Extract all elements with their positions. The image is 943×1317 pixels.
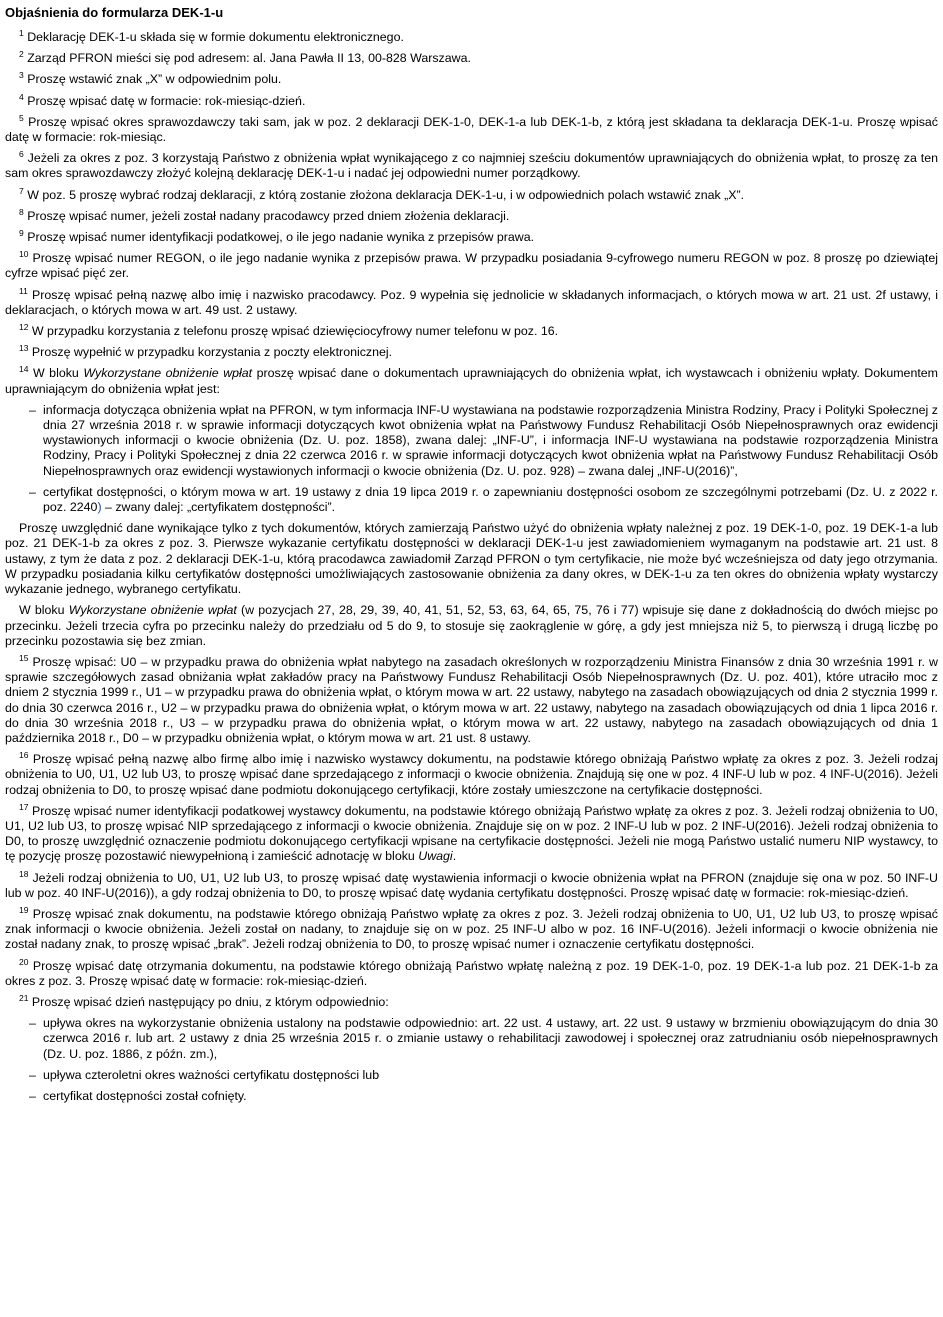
footnote-6 [5,151,938,181]
footnote-number: 12 [19,322,29,333]
footnote-17 [5,801,939,865]
footnote-text-pre: W bloku [32,366,84,381]
footnote-number: 6 [19,149,24,160]
footnote-number: 8 [19,206,24,217]
footnote-9 [5,230,938,245]
footnote-5 [5,112,938,145]
footnote-10 [5,251,938,281]
footnote-number: 17 [19,801,29,812]
footnote-number: 7 [19,185,24,196]
footnote-number: 13 [19,343,29,354]
footnote-number: 15 [19,652,29,663]
footnote-text: Jeżeli za okres z poz. 3 korzystają Państwo z obniżenia wpłat wynikającego z co najmniej sześciu dokumentów uprawniających do obniżenia wpłat, to proszę za ten sam okres sprawozdawczy złożyć kolejną deklarację DEK-1-u i nadać jej odpowiedni numer porządkowy. [5,151,938,181]
footnote-number: 21 [19,992,29,1003]
document-title: Objaśnienia do formularza DEK-1-u [5,5,224,20]
footnote-11 [5,285,938,318]
footnote-text: Proszę wypełnić w przypadku korzystania z poczty elektronicznej. [31,345,393,360]
footnote-text: W poz. 5 proszę wybrać rodzaj deklaracji, z którą zostanie złożona deklaracja DEK-1-u, i w odpowiednich polach wstawić znak „X”. [27,187,745,202]
footnote-16 [5,752,938,798]
list-item: – certyfikat dostępności został cofnięty. [5,1089,938,1104]
footnote-text: Proszę wstawić znak „X” w odpowiednim polu. [27,72,282,87]
footnote-1 [5,30,938,45]
list-item: – informacja dotycząca obniżenia wpłat na PFRON, w tym informacja INF-U wystawiana na podstawie rozporządzenia Ministra Rodziny, Pracy i Polityki Społecznej z dnia 27 września 2018 r. w sprawie informacji dotyczących kwot obniżenia wpłat na Państwowy Fundusz Rehabilitacji Osób Niepełnosprawnych oraz ewidencji wystawionych informacji o kwocie obniżenia (Dz. U. poz. 1858), zwana dalej: „INF-U”, i informacja INF-U wystawiana na podstawie rozporządzenia Ministra Rodziny, Pracy i Polityki Społecznej z dnia 22 czerwca 2016 r. w sprawie informacji dotyczących kwot obniżenia wpłat na Państwowy Fundusz Rehabilitacji Osób Niepełnosprawnych oraz ewidencji wystawionych informacji o kwocie obniżenia (Dz. U. poz. 928) – zwana dalej „INF-U(2016)”, [5,403,938,479]
footnote-12 [5,324,938,339]
block-name-emphasis: Uwagi [418,849,453,864]
footnote-20 [5,956,938,989]
footnote-number: 4 [19,91,24,102]
document-types-list [5,403,938,515]
footnote-7 [5,185,938,203]
footnote-text-post: proszę wpisać dane o dokumentach uprawniających do obniżenia wpłat, ich wystawcach i obniżeniu wpłaty. Dokumentem uprawniającym do obniżenia wpłat jest: [5,366,938,396]
footnote-8 [5,206,938,224]
footnote-number: 10 [19,249,29,260]
footnote-text: Proszę wpisać znak dokumentu, na podstawie którego obniżają Państwo wpłatę za okres z poz. 3. Jeżeli rodzaj obniżenia to U0, U1, U2 lub U3, to proszę wpisać znak informacji o kwocie obniżenia. Jeżeli został on nadany, to znajduje się on w poz. 25 INF-U albo w poz. 16 INF-U(2016). Jeżeli informacji o kwocie obniżenia nie został nadany znak, to proszę wpisać „brak”. Jeżeli rodzaj obniżenia to D0, to proszę wpisać numer i oznaczenie certyfikatu dostępności. [5,906,938,952]
footnote-text-end: . [452,849,457,864]
footnote-text: Proszę wpisać numer identyfikacji podatkowej, o ile jego nadanie wynika z przepisów prawa. [27,230,535,245]
footnote-2 [5,51,938,66]
footnote-21 [5,992,938,1010]
footnote-number: 5 [19,112,24,123]
footnote-text: Zarząd PFRON mieści się pod adresem: al. Jana Pawła II 13, 00-828 Warszawa. [27,51,471,66]
footnote-number: 20 [19,956,29,967]
footnote-text: Proszę wpisać pełną nazwę albo imię i nazwisko pracodawcy. Poz. 9 wypełnia się jednolicie w składanych informacjach, o których mowa w art. 21 ust. 2f ustawy, i deklaracjach, o których mowa w art. 49 ust. 2 ustawy. [5,287,938,317]
paragraph-documents: Proszę uwzględnić dane wynikające tylko z tych dokumentów, których zamierzają Państwo użyć do obniżenia wpłaty należnej z poz. 19 DEK-1-0, poz. 19 DEK-1-a lub poz. 21 DEK-1-b za okres z poz. 3. Pierwsze wykazanie certyfikatu dostępności w deklaracji DEK-1-u jest zawiadomieniem wymaganym na podstawie art. 21 ust. 8 ustawy, z tym że data z poz. 2 deklaracji DEK-1-u, którą pracodawca zawiadomił Zarząd PFRON o tym certyfikacie, nie może być wcześniejsza od daty jego otrzymania. W przypadku posiadania kilku certyfikatów dostępności umożliwiających zastosowanie obniżenia za dany okres, w DEK-1-u za ten okres do obniżenia wpłaty wystarczy wykazanie jednego, wybranego certyfikatu. [5,521,938,597]
footnote-15 [5,652,938,746]
footnote-number: 19 [19,904,29,915]
footnote-3 [5,72,938,87]
footnote-text: Proszę wpisać numer, jeżeli został nadany pracodawcy przed dniem złożenia deklaracji. [27,208,510,223]
footnote-text: Proszę wpisać datę otrzymania dokumentu, na podstawie którego obniżają Państwo wpłatę należną z poz. 19 DEK-1-0, poz. 19 DEK-1-a lub poz. 21 DEK-1-b za okres z poz. 3. Proszę wpisać datę w formacie: rok-miesiąc-dzień. [5,958,938,988]
paragraph-text-post: (w pozycjach 27, 28, 29, 39, 40, 41, 51, 52, 53, 63, 64, 65, 75, 76 i 77) wpisuje się dane z dokładnością do dwóch miejsc po przecinku. Jeżeli trzecia cyfra po przecinku należy do przedziału od 5 do 9, to stosuje się zaokrąglenie w górę, a gdy jest mniejsza niż 5, to pierwszą i drugą liczbę po przecinku pozostawia się bez zmian. [5,603,938,648]
footnote-14 [5,366,938,396]
footnote-text: Proszę wpisać numer identyfikacji podatkowej wystawcy dokumentu, na podstawie którego obniżają Państwo wpłatę za okres z poz. 3. Jeżeli rodzaj obniżenia to U0, U1, U2 lub U3, to proszę wpisać NIP sprzedającego z informacji o kwocie obniżenia. Znajduje się on w poz. 2 INF-U lub w poz. 2 INF-U(2016). Jeżeli rodzaj obniżenia to D0, to proszę uwzględnić oznaczenie podmiotu dokonującego certyfikacji wpisane na certyfikacie dostępności. Jeżeli nie mogą Państwo ustalić numeru NIP wystawcy, to tę pozycję proszę pozostawić niewypełnioną i zamieścić adnotację w bloku [5,803,939,864]
footnote-number: 9 [19,228,24,239]
footnote-text: W przypadku korzystania z telefonu proszę wpisać dziewięciocyfrowy numer telefonu w poz. 16. [31,324,559,339]
list-item: – upływa czteroletni okres ważności certyfikatu dostępności lub [5,1068,938,1083]
paragraph-text-pre: W bloku [19,603,69,618]
footnote-text: Proszę wpisać: U0 – w przypadku prawa do obniżenia wpłat nabytego na zasadach określonych w rozporządzeniu Ministra Finansów z dnia 30 września 1991 r. w sprawie szczegółowych zasad obniżania wpłat zakładów pracy na Państwowy Fundusz Rehabilitacji Osób Niepełnosprawnych (Dz. U. poz. 401), które utraciło moc z dniem 2 stycznia 1999 r., U1 – w przypadku prawa do obniżenia wpłat, o którym mowa w art. 22 ustawy, nabytego na zasadach obowiązujących od dnia 2 stycznia 1999 r. do dnia 30 czerwca 2016 r., U2 – w przypadku prawa do obniżenia wpłat, o którym mowa w art. 22 ustawy, nabytego na zasadach obowiązujących od dnia 1 lipca 2016 r. do dnia 30 września 2018 r., U3 – w przypadku prawa do obniżenia wpłat, o którym mowa w art. 22 ustawy, nabytego na zasadach obowiązujących od dnia 1 października 2018 r., D0 – w przypadku obniżenia wpłat, o którym mowa w art. 21 ust. 8 ustawy. [5,654,938,745]
footnote-text: Proszę wpisać numer REGON, o ile jego nadanie wynika z przepisów prawa. W przypadku posiadania 9-cyfrowego numeru REGON w poz. 8 proszę po dziewiątej cyfrze wpisać pięć zer. [5,251,938,281]
footnote-number: 2 [19,49,24,60]
footnote-number: 18 [19,868,29,879]
footnote-4 [5,91,938,109]
list-item-text: certyfikat dostępności, o którym mowa w art. 19 ustawy z dnia 19 lipca 2019 r. o zapewnianiu dostępności osobom ze szczególnymi potrzebami (Dz. U. z 2022 r. poz. 2240 [43,484,938,515]
footnote-text: Proszę wpisać dzień następujący po dniu, z którym odpowiednio: [31,994,389,1009]
list-item: – upływa okres na wykorzystanie obniżenia ustalony na podstawie odpowiednio: art. 22 ust. 4 ustawy, art. 22 ust. 9 ustawy w brzmieniu obowiązującym do dnia 30 czerwca 2016 r. lub art. 2 ustawy z dnia 25 września 2015 r. o zmianie ustawy o rehabilitacji zawodowej i społecznej oraz zatrudnianiu osób niepełnosprawnych (Dz. U. poz. 1886, z późn. zm.), [5,1016,938,1062]
footnote-number: 1 [19,28,24,38]
list-item-text-end: – zwany dalej: „certyfikatem dostępności”. [101,500,336,515]
footnote-text: Proszę wpisać pełną nazwę albo firmę albo imię i nazwisko wystawcy dokumentu, na podstawie którego obniżają Państwo wpłatę za okres z poz. 3. Jeżeli rodzaj obniżenia to U0, U1, U2 lub U3, to proszę wpisać dane sprzedającego z informacji o kwocie obniżenia. Znajdują się one w poz. 4 INF-U lub w poz. 4 INF-U(2016). Jeżeli rodzaj obniżenia to D0, to proszę wpisać dane podmiotu dokonującego certyfikacji, które zostały umieszczone na certyfikacie dostępności. [5,752,938,797]
footnote-number: 14 [19,364,29,375]
block-name-emphasis: Wykorzystane obniżenie wpłat [68,603,237,618]
expiry-conditions-list [5,1016,938,1104]
footnote-text: Proszę wpisać okres sprawozdawczy taki sam, jak w poz. 2 deklaracji DEK-1-0, DEK-1-a lub DEK-1-b, z którą jest składana ta deklaracja DEK-1-u. Proszę wpisać datę w formacie: rok-miesiąc. [5,114,938,145]
footnote-number: 16 [19,750,29,761]
footnote-18 [5,868,938,901]
paragraph-rounding [5,603,938,649]
closing-parenthesis: ) [97,500,102,515]
footnote-13 [5,345,938,360]
block-name-emphasis: Wykorzystane obniżenie wpłat [83,366,253,381]
footnote-text: Deklarację DEK-1-u składa się w formie dokumentu elektronicznego. [27,30,404,44]
footnote-19 [5,904,938,953]
footnote-number: 3 [19,70,24,81]
footnote-text: Proszę wpisać datę w formacie: rok-miesiąc-dzień. [27,93,306,108]
footnote-number: 11 [19,285,28,296]
list-item [5,485,938,515]
footnote-text: Jeżeli rodzaj obniżenia to U0, U1, U2 lub U3, to proszę wpisać datę wystawienia informacji o kwocie obniżenia wpłat na PFRON (znajduje się ona w poz. 50 INF-U lub w poz. 40 INF-U(2016)), a gdy rodzaj obniżenia to D0, to proszę wpisać datę wydania certyfikatu dostępności. Proszę wpisać datę w formacie: rok-miesiąc-dzień. [5,870,938,900]
